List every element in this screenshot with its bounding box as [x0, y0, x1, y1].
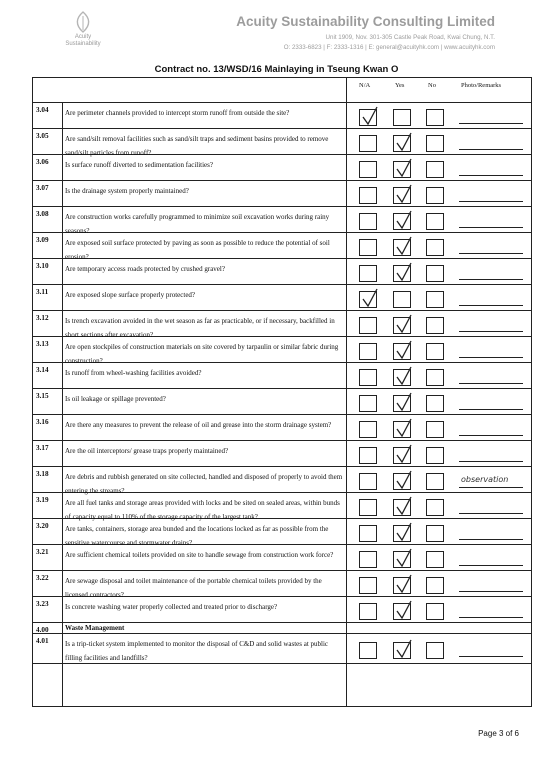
checkbox-no[interactable]: [426, 317, 444, 334]
checkbox-yes[interactable]: [393, 343, 411, 360]
logo-text-1: Acuity: [74, 34, 92, 40]
checkbox-na[interactable]: [359, 577, 377, 594]
item-number: 3.16: [36, 418, 49, 426]
checkbox-na[interactable]: [359, 551, 377, 568]
tick-mark-icon: [361, 106, 379, 128]
checkbox-no[interactable]: [426, 343, 444, 360]
question-text: Are open stockpiles of construction materials on site covered by tarpaulin or similar fabric during construction?: [65, 343, 339, 365]
company-logo: [58, 10, 108, 54]
remarks-field[interactable]: [459, 617, 523, 618]
company-address: [195, 33, 495, 52]
checklist-row: [33, 545, 531, 571]
remarks-field[interactable]: [459, 149, 523, 150]
column-yes: Yes: [395, 82, 405, 89]
checkbox-no[interactable]: [426, 473, 444, 490]
remarks-field[interactable]: [459, 487, 523, 488]
checkbox-na[interactable]: [359, 369, 377, 386]
checklist-row: [33, 103, 531, 129]
checkbox-na[interactable]: [359, 187, 377, 204]
checkbox-no[interactable]: [426, 395, 444, 412]
question-text: Is concrete washing water properly collected and treated prior to discharge?: [65, 603, 278, 611]
item-number: 3.08: [36, 210, 49, 218]
item-number: 3.12: [36, 314, 49, 322]
checklist-row: [33, 337, 531, 363]
tick-mark-icon: [395, 340, 413, 362]
question-text: Are sewage disposal and toilet maintenance of the portable chemical toilets provided by the licensed contractors?: [65, 577, 322, 599]
checkbox-yes[interactable]: [393, 239, 411, 256]
tick-mark-icon: [361, 288, 379, 310]
question-text: Is a trip-ticket system implemented to monitor the disposal of C&D and solid wastes at public filling facilities and landfills?: [65, 640, 329, 662]
checkbox-yes[interactable]: [393, 577, 411, 594]
checklist-row: [33, 155, 531, 181]
checkbox-na[interactable]: [359, 265, 377, 282]
tick-mark-icon: [395, 366, 413, 388]
checklist-row: [33, 634, 531, 664]
checkbox-na[interactable]: [359, 525, 377, 542]
checkbox-no[interactable]: [426, 265, 444, 282]
item-number: 3.07: [36, 184, 49, 192]
tick-mark-icon: [395, 314, 413, 336]
remarks-field[interactable]: [459, 409, 523, 410]
remarks-field[interactable]: [459, 383, 523, 384]
checkbox-yes[interactable]: [393, 447, 411, 464]
contract-title: Contract no. 13/WSD/16 Mainlaying in Tseung Kwan O: [154, 64, 399, 75]
item-number: 3.20: [36, 522, 49, 530]
question-text: Are temporary access roads protected by crushed gravel?: [65, 265, 225, 273]
item-number: 3.21: [36, 548, 49, 556]
item-number: 3.10: [36, 262, 49, 270]
checkbox-yes[interactable]: [393, 213, 411, 230]
question-text: Is trench excavation avoided in the wet season as far as practicable, or if necessary, backfilled in short sections after excavation?: [65, 317, 335, 339]
checkbox-no[interactable]: [426, 577, 444, 594]
checkbox-na[interactable]: [359, 135, 377, 152]
column-na: N/A: [359, 82, 371, 89]
item-number: 3.05: [36, 132, 49, 140]
checklist-row: [33, 181, 531, 207]
tick-mark-icon: [395, 548, 413, 570]
checkbox-yes[interactable]: [393, 473, 411, 490]
checklist-row: [33, 233, 531, 259]
checkbox-no[interactable]: [426, 525, 444, 542]
logo-text-2: Sustainability: [65, 41, 101, 47]
checkbox-na[interactable]: [359, 239, 377, 256]
item-number: 3.15: [36, 392, 49, 400]
remarks-field[interactable]: [459, 227, 523, 228]
remarks-field[interactable]: [459, 279, 523, 280]
column-no: No: [428, 82, 436, 89]
question-text: Are sufficient chemical toilets provided on site to handle sewage from construction work force?: [65, 551, 334, 559]
item-number: 4.00: [36, 626, 49, 634]
letterhead: [0, 0, 553, 60]
checkbox-yes[interactable]: [393, 499, 411, 516]
checklist-row: [33, 207, 531, 233]
tick-mark-icon: [395, 418, 413, 440]
checklist-table: [32, 77, 532, 707]
checkbox-na[interactable]: [359, 473, 377, 490]
checklist-row: [33, 259, 531, 285]
checkbox-yes[interactable]: [393, 135, 411, 152]
checkbox-yes[interactable]: [393, 161, 411, 178]
checkbox-yes[interactable]: [393, 421, 411, 438]
tick-mark-icon: [395, 158, 413, 180]
remarks-field[interactable]: [459, 305, 523, 306]
checkbox-na[interactable]: [359, 395, 377, 412]
question-text: Is surface runoff diverted to sedimentation facilities?: [65, 161, 213, 169]
tick-mark-icon: [395, 574, 413, 596]
checkbox-no[interactable]: [426, 213, 444, 230]
tick-mark-icon: [395, 236, 413, 258]
checklist-row: [33, 493, 531, 519]
tick-mark-icon: [395, 392, 413, 414]
tick-mark-icon: [395, 470, 413, 492]
remarks-field[interactable]: [459, 357, 523, 358]
item-number: 3.13: [36, 340, 49, 348]
item-number: 3.22: [36, 574, 49, 582]
address-line-2: O: 2333-6823 | F: 2333-1316 | E: general@acuityhk.com | www.acuityhk.com: [283, 43, 495, 51]
checkbox-na[interactable]: [359, 213, 377, 230]
item-number: 3.06: [36, 158, 49, 166]
checkbox-no[interactable]: [426, 291, 444, 308]
question-text: Are all fuel tanks and storage areas provided with locks and be sited on sealed areas, within bunds of capacity equal to 110% of the storage capacity of the largest tank?: [65, 499, 340, 521]
checkbox-yes[interactable]: [393, 603, 411, 620]
tick-mark-icon: [395, 600, 413, 622]
address-line-1: Unit 1909, Nov. 301-305 Castle Peak Road, Kwai Chung, N.T.: [325, 34, 495, 41]
checkbox-no[interactable]: [426, 187, 444, 204]
checkbox-no[interactable]: [426, 551, 444, 568]
item-number: 4.01: [36, 637, 49, 645]
checklist-row: [33, 467, 531, 493]
checkbox-no[interactable]: [426, 642, 444, 659]
remarks-field[interactable]: [459, 591, 523, 592]
question-text: Is oil leakage or spillage prevented?: [65, 395, 166, 403]
item-number: 3.17: [36, 444, 49, 452]
checkbox-no[interactable]: [426, 135, 444, 152]
tick-mark-icon: [395, 132, 413, 154]
tick-mark-icon: [395, 496, 413, 518]
question-text: Are tanks, containers, storage area bunded and the locations locked as far as possible from the sensitive watercourse and stormwater drains?: [65, 525, 329, 547]
checkbox-no[interactable]: [426, 161, 444, 178]
checklist-row: [33, 415, 531, 441]
question-text: Are perimeter channels provided to intercept storm runoff from outside the site?: [65, 109, 290, 117]
checkbox-yes[interactable]: [393, 187, 411, 204]
checkbox-yes[interactable]: [393, 525, 411, 542]
checkbox-no[interactable]: [426, 499, 444, 516]
checklist-row: [33, 519, 531, 545]
item-number: 3.23: [36, 600, 49, 608]
question-text: Are exposed soil surface protected by paving as soon as possible to reduce the potential of soil erosion?: [65, 239, 330, 261]
handwritten-remark: observation: [461, 475, 509, 484]
checkbox-na[interactable]: [359, 291, 377, 308]
remarks-field[interactable]: [459, 539, 523, 540]
checklist-row: [33, 623, 531, 634]
checkbox-na[interactable]: [359, 109, 377, 126]
checkbox-na[interactable]: [359, 161, 377, 178]
item-number: 3.18: [36, 470, 49, 478]
checkbox-no[interactable]: [426, 369, 444, 386]
section-heading: Waste Management: [65, 624, 125, 632]
remarks-field[interactable]: [459, 331, 523, 332]
checkbox-yes[interactable]: [393, 317, 411, 334]
checkbox-na[interactable]: [359, 447, 377, 464]
question-text: Are debris and rubbish generated on site collected, handled and disposed of properly to avoid them entering the streams?: [65, 473, 343, 495]
checkbox-yes[interactable]: [393, 109, 411, 126]
checkbox-no[interactable]: [426, 109, 444, 126]
page-number: Page 3 of 6: [478, 729, 519, 738]
checkbox-na[interactable]: [359, 642, 377, 659]
tick-mark-icon: [395, 444, 413, 466]
checkbox-na[interactable]: [359, 317, 377, 334]
checkbox-yes[interactable]: [393, 395, 411, 412]
checklist-row: [33, 285, 531, 311]
checkbox-no[interactable]: [426, 421, 444, 438]
remarks-field[interactable]: [459, 656, 523, 657]
checkbox-na[interactable]: [359, 421, 377, 438]
item-number: 3.19: [36, 496, 49, 504]
question-text: Are sand/silt removal facilities such as sand/silt traps and sediment basins provided to remove sand/silt particles from runoff?: [65, 135, 329, 157]
item-number: 3.04: [36, 106, 49, 114]
item-number: 3.11: [36, 288, 49, 296]
checkbox-na[interactable]: [359, 499, 377, 516]
tick-mark-icon: [395, 184, 413, 206]
checklist-row: [33, 389, 531, 415]
checkbox-yes[interactable]: [393, 369, 411, 386]
checkbox-no[interactable]: [426, 447, 444, 464]
remarks-field[interactable]: [459, 461, 523, 462]
item-number: 3.14: [36, 366, 49, 374]
tick-mark-icon: [395, 210, 413, 232]
checklist-row: [33, 311, 531, 337]
checkbox-yes[interactable]: [393, 642, 411, 659]
checkbox-yes[interactable]: [393, 265, 411, 282]
column-header-row: [33, 78, 531, 103]
company-name: Acuity Sustainability Consulting Limited: [236, 14, 495, 29]
remarks-field[interactable]: [459, 201, 523, 202]
checklist-row: [33, 571, 531, 597]
checkbox-no[interactable]: [426, 239, 444, 256]
question-text: Are there any measures to prevent the release of oil and grease into the storm drainage system?: [65, 421, 332, 429]
checklist-row: [33, 363, 531, 389]
remarks-field[interactable]: [459, 123, 523, 124]
checkbox-yes[interactable]: [393, 291, 411, 308]
checkbox-na[interactable]: [359, 343, 377, 360]
checkbox-yes[interactable]: [393, 551, 411, 568]
remarks-field[interactable]: [459, 253, 523, 254]
remarks-field[interactable]: [459, 565, 523, 566]
question-text: Are the oil interceptors/ grease traps properly maintained?: [65, 447, 229, 455]
checklist-row: [33, 597, 531, 623]
checklist-row: [33, 129, 531, 155]
checkbox-no[interactable]: [426, 603, 444, 620]
question-text: Is the drainage system properly maintained?: [65, 187, 189, 195]
item-number: 3.09: [36, 236, 49, 244]
remarks-field[interactable]: [459, 175, 523, 176]
remarks-field[interactable]: [459, 513, 523, 514]
checkbox-na[interactable]: [359, 603, 377, 620]
tick-mark-icon: [395, 262, 413, 284]
question-text: Are construction works carefully programmed to minimize soil excavation works during rainy seasons?: [65, 213, 330, 235]
leaf-logo-icon: [72, 10, 94, 34]
checklist-row: [33, 441, 531, 467]
question-text: Is runoff from wheel-washing facilities avoided?: [65, 369, 202, 377]
remarks-field[interactable]: [459, 435, 523, 436]
tick-mark-icon: [395, 639, 413, 661]
tick-mark-icon: [395, 522, 413, 544]
column-remarks: Photo/Remarks: [461, 82, 502, 89]
question-text: Are exposed slope surface properly protected?: [65, 291, 196, 299]
